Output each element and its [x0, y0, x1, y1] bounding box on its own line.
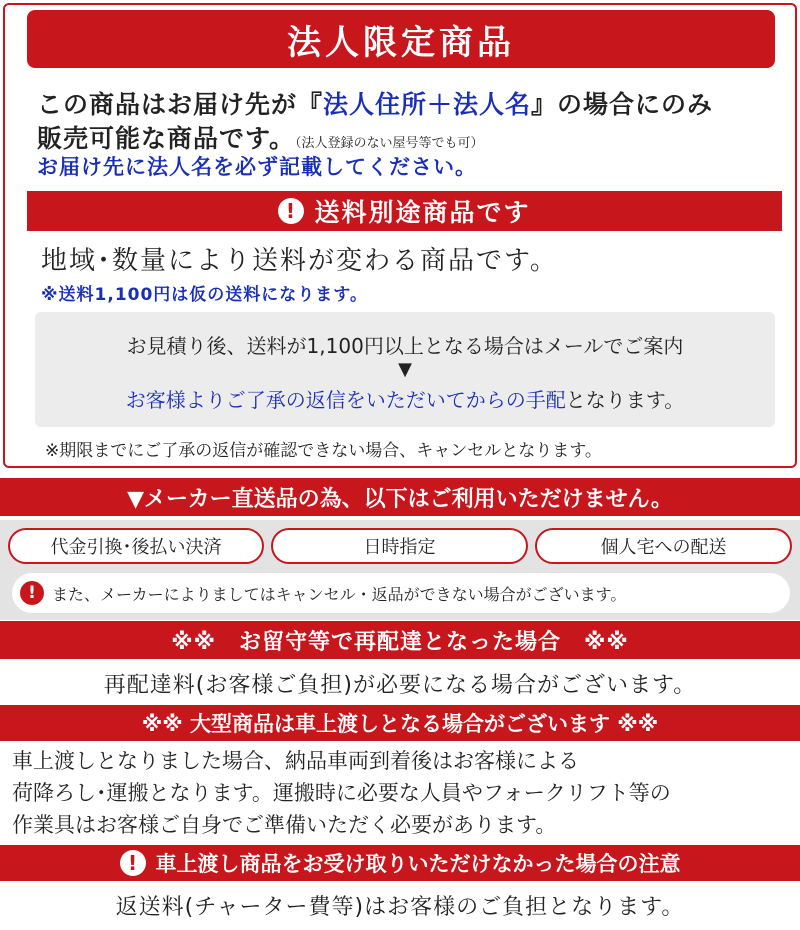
redelivery-title: ※※ お留守等で再配達となった場合 ※※ — [0, 621, 800, 659]
return-title: 車上渡し商品をお受け取りいただけなかった場合の注意 — [155, 852, 681, 876]
unavailable-option-cod: 代金引換･後払い決済 — [8, 528, 264, 564]
estimate-box — [35, 312, 775, 427]
redelivery-text: 再配達料(お客様ご負担)が必要になる場合がございます。 — [103, 673, 697, 698]
shipping-title: 送料別途商品です — [314, 198, 531, 227]
shipping-title-banner — [27, 191, 782, 231]
estimate-line-1: お見積り後、送料が1,100円以上となる場合はメールでご案内 — [126, 334, 684, 358]
maker-warning-text: また、メーカーによりましてはキャンセル・返品ができない場合がございます。 — [52, 584, 627, 604]
maker-title: ▼メーカー直送品の為、以下はご利用いただけません。 — [0, 478, 800, 516]
large-item-line-1: 車上渡しとなりました場合、納品車両到着後はお客様による — [12, 749, 579, 773]
corporate-line-1: この商品はお届け先が『法人住所＋法人名』の場合にのみ — [37, 90, 714, 119]
return-title-banner — [0, 845, 800, 881]
corporate-line-3: お届け先に法人名を必ず記載してください。 — [37, 155, 477, 179]
shipping-line-1: 地域･数量により送料が変わる商品です。 — [41, 246, 558, 276]
large-item-title: ※※ 大型商品は車上渡しとなる場合がございます ※※ — [0, 705, 800, 741]
shipping-line-2: ※送料1,100円は仮の送料になります。 — [41, 285, 368, 305]
maker-options-band — [0, 520, 800, 620]
cancel-note: ※期限までにご了承の返信が確認できない場合、キャンセルとなります。 — [45, 441, 602, 461]
triangle-down-icon: ▼ — [398, 359, 412, 380]
large-item-line-3: 作業具はお客様ご自身でご準備いただく必要があります。 — [12, 813, 557, 837]
maker-warning — [12, 573, 790, 613]
corporate-section — [3, 3, 797, 468]
exclamation-icon: ! — [120, 850, 146, 876]
unavailable-option-datetime: 日時指定 — [271, 528, 528, 564]
corporate-line-2: 販売可能な商品です。（法人登録のない屋号等でも可） — [37, 124, 484, 153]
corporate-title: 法人限定商品 — [27, 10, 775, 68]
exclamation-icon: ! — [278, 198, 304, 224]
unavailable-option-residence: 個人宅への配送 — [535, 528, 792, 564]
return-text: 返送料(チャーター費等)はお客様のご負担となります。 — [115, 895, 685, 920]
exclamation-icon: ! — [20, 581, 44, 605]
large-item-line-2: 荷降ろし･運搬となります。運搬時に必要な人員やフォークリフト等の — [12, 781, 671, 805]
estimate-line-3: お客様よりご了承の返信をいただいてからの手配となります。 — [125, 388, 685, 412]
